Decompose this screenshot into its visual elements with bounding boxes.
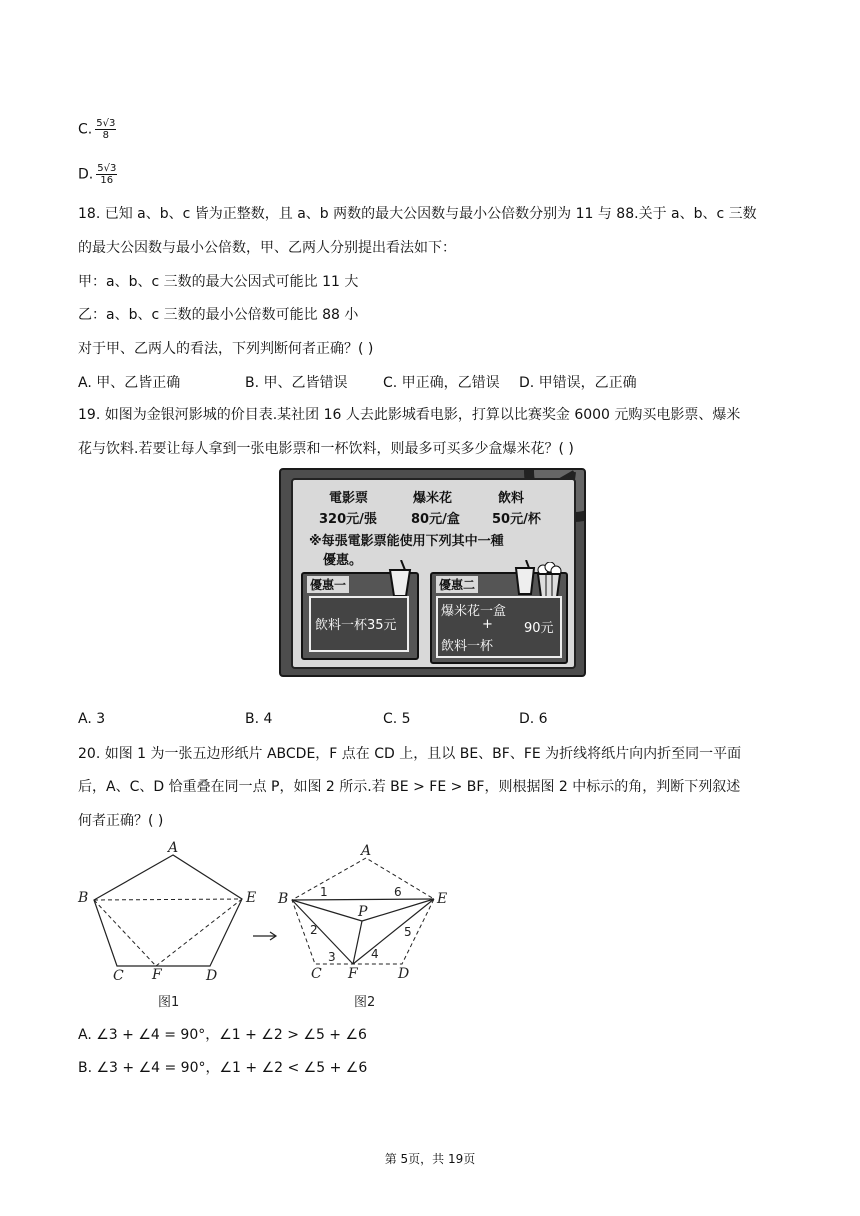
q19-option-a: A. 3 [78,711,106,727]
popcorn-box-icon [535,562,563,598]
option-label: C. [78,121,93,138]
fig1-caption: 图1 [158,995,180,1010]
fraction [96,163,117,186]
q19-stem-line-1: 19. 如图为金银河影城的价目表.某社团 16 人去此影城看电影，打算以比赛奖金 6000 元购买电影票、爆米 [78,407,741,423]
offer-one-text: 飲料一杯35元 [315,618,397,633]
fig2-label-a: A [361,843,372,859]
fig1-label-e: E [246,890,257,906]
q17-option-d [78,163,117,186]
drink-cup-icon [387,560,413,598]
fig2-label-e: E [437,891,448,907]
header-drink: 飲料 [498,491,525,506]
q19-option-d: D. 6 [519,711,548,727]
q20-stem-line-3: 何者正确？( ) [78,813,164,829]
numerator: 5√3 [97,163,117,174]
denominator: 16 [100,175,114,186]
q18-option-b: B. 甲、乙皆错误 [245,375,348,391]
q20-stem-line-1: 20. 如图 1 为一张五边形纸片 ABCDE，F 点在 CD 上，且以 BE、BF、FE 为折线将纸片向内折至同一平面 [78,746,742,762]
angle-2-label: 2 [310,923,318,937]
header-popcorn: 爆米花 [413,491,453,506]
board-note-line-1: ※每張電影票能使用下列其中一種 [309,534,504,549]
price-ticket: 320元/張 [319,512,377,527]
q18-stem-line-2: 的最大公因数与最小公倍数，甲、乙两人分别提出看法如下： [78,240,456,256]
header-ticket: 電影票 [329,491,369,506]
denominator: 8 [102,130,109,141]
offer-two-plus: + [482,617,493,632]
price-popcorn: 80元/盒 [411,512,460,527]
q18-statement-jia: 甲：a、b、c 三数的最大公因式可能比 11 大 [78,274,359,290]
q18-statement-yi: 乙：a、b、c 三数的最小公倍数可能比 88 小 [78,307,359,323]
fig2-label-d: D [398,966,410,982]
offer-one-title: 優惠一 [307,576,349,593]
fig2-caption: 图2 [354,995,376,1010]
board-note-line-2: 優惠。 [323,553,363,568]
angle-6-label: 6 [394,885,402,899]
numerator: 5√3 [96,118,116,129]
angle-3-label: 3 [328,950,336,964]
fraction [95,118,116,141]
q20-stem-line-2: 后，A、C、D 恰重叠在同一点 P，如图 2 所示.若 BE > FE > BF，则根据图 2 中标示的角，判断下列叙述 [78,779,741,795]
page-footer: 第 5页，共 19页 [384,1152,476,1166]
offer-two-title: 優惠二 [436,576,478,593]
fig1-label-c: C [113,968,124,984]
price-board-image [279,468,586,677]
price-board-panel [291,478,576,669]
fig2-label-b: B [278,891,289,907]
fig2-label-f: F [348,966,358,982]
offer-two-line-1: 爆米花一盒 [441,604,507,619]
q19-option-b: B. 4 [245,711,273,727]
fig1-label-b: B [78,890,89,906]
arrow-icon [253,932,276,940]
q17-option-c [78,118,116,141]
offer-two-body [436,596,562,658]
angle-4-label: 4 [371,947,379,961]
option-label: D. [78,166,94,183]
q18-option-d: D. 甲错误，乙正确 [519,375,637,391]
q19-stem-line-2: 花与饮料.若要让每人拿到一张电影票和一杯饮料，则最多可买多少盒爆米花？( ) [78,441,574,457]
fig2-label-p: P [358,904,368,920]
q18-stem-line-1: 18. 已知 a、b、c 皆为正整数，且 a、b 两数的最大公因数与最小公倍数分别为 11 与 88.关于 a、b、c 三数 [78,206,757,222]
q20-option-a: A. ∠3 + ∠4 = 90°，∠1 + ∠2 > ∠5 + ∠6 [78,1027,367,1043]
figure-2 [277,843,447,1010]
fig1-label-a: A [168,840,179,856]
offer-one-body [309,596,409,652]
fig2-label-c: C [311,966,322,982]
q19-option-c: C. 5 [383,711,411,727]
q20-option-b: B. ∠3 + ∠4 = 90°，∠1 + ∠2 < ∠5 + ∠6 [78,1060,368,1076]
drink-cup-icon [514,560,536,596]
fig1-label-d: D [206,968,218,984]
q18-question: 对于甲、乙两人的看法，下列判断何者正确？( ) [78,341,374,357]
pentagon-figures [70,840,460,1015]
offer-two-line-4: 飲料一杯 [441,639,494,654]
angle-1-label: 1 [320,885,328,899]
angle-5-label: 5 [404,925,412,939]
q18-option-a: A. 甲、乙皆正确 [78,375,181,391]
q18-option-c: C. 甲正确，乙错误 [383,375,500,391]
fig1-label-f: F [152,967,162,983]
offer-two-panel [430,572,568,664]
offer-two-price: 90元 [524,621,554,636]
price-drink: 50元/杯 [492,512,541,527]
figure-1 [77,840,256,1010]
offer-one-panel [301,572,419,660]
